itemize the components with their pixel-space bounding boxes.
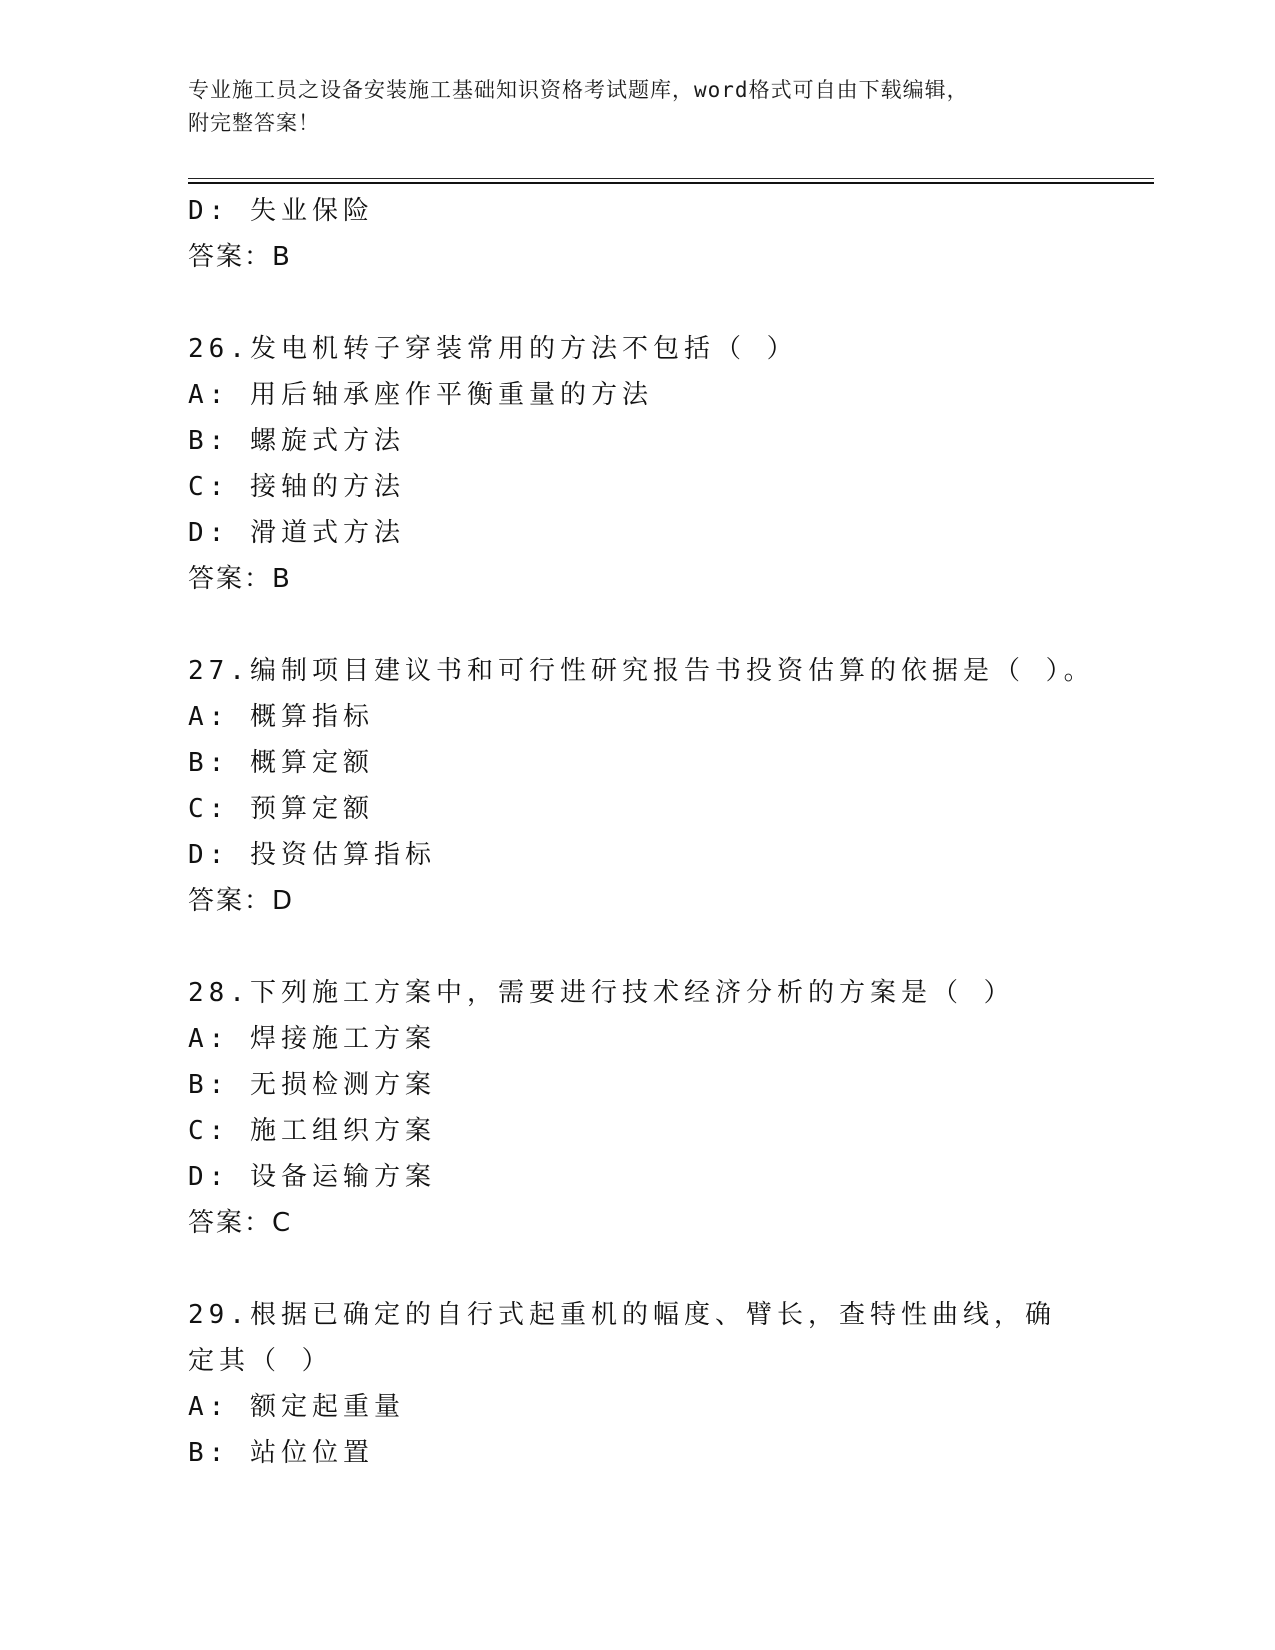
question-text: 29.根据已确定的自行式起重机的幅度、臂长，查特性曲线，确定其（ ） [188, 1300, 1056, 1376]
question-list [188, 188, 1148, 1476]
option-b: B: 螺旋式方法 [188, 426, 405, 456]
option-a: A: 概算指标 [188, 702, 374, 732]
option-c: C: 接轴的方法 [188, 472, 405, 502]
question-block-26 [188, 326, 1148, 602]
option-d: D: 投资估算指标 [188, 840, 436, 870]
answer-line: 答案：C [188, 1208, 293, 1238]
answer-line: 答案：D [188, 886, 295, 916]
header-title-line2: 附完整答案！ [188, 111, 320, 135]
answer-line: 答案：B [188, 564, 292, 594]
question-block-25 [188, 188, 1148, 280]
document-header [188, 74, 1088, 140]
option-b: B: 站位位置 [188, 1438, 374, 1468]
option-c: C: 施工组织方案 [188, 1116, 436, 1146]
option-d: D: 滑道式方法 [188, 518, 405, 548]
question-text: 26.发电机转子穿装常用的方法不包括（ ） [188, 334, 798, 364]
question-block-28 [188, 970, 1148, 1246]
option-d: D: 设备运输方案 [188, 1162, 436, 1192]
option-a: A: 额定起重量 [188, 1392, 405, 1422]
question-text: 27.编制项目建议书和可行性研究报告书投资估算的依据是（ ）。 [188, 656, 1095, 686]
header-divider-thin [188, 178, 1154, 179]
option-a: A: 用后轴承座作平衡重量的方法 [188, 380, 653, 410]
option-d: D: 失业保险 [188, 196, 374, 226]
option-a: A: 焊接施工方案 [188, 1024, 436, 1054]
option-c: C: 预算定额 [188, 794, 374, 824]
answer-line: 答案：B [188, 242, 292, 272]
option-b: B: 概算定额 [188, 748, 374, 778]
header-title-line1: 专业施工员之设备安装施工基础知识资格考试题库，word格式可自由下载编辑， [188, 78, 969, 102]
question-block-29 [188, 1292, 1148, 1476]
question-block-27 [188, 648, 1148, 924]
option-b: B: 无损检测方案 [188, 1070, 436, 1100]
question-text: 28.下列施工方案中，需要进行技术经济分析的方案是（ ） [188, 978, 1015, 1008]
header-divider-thick [188, 182, 1154, 184]
